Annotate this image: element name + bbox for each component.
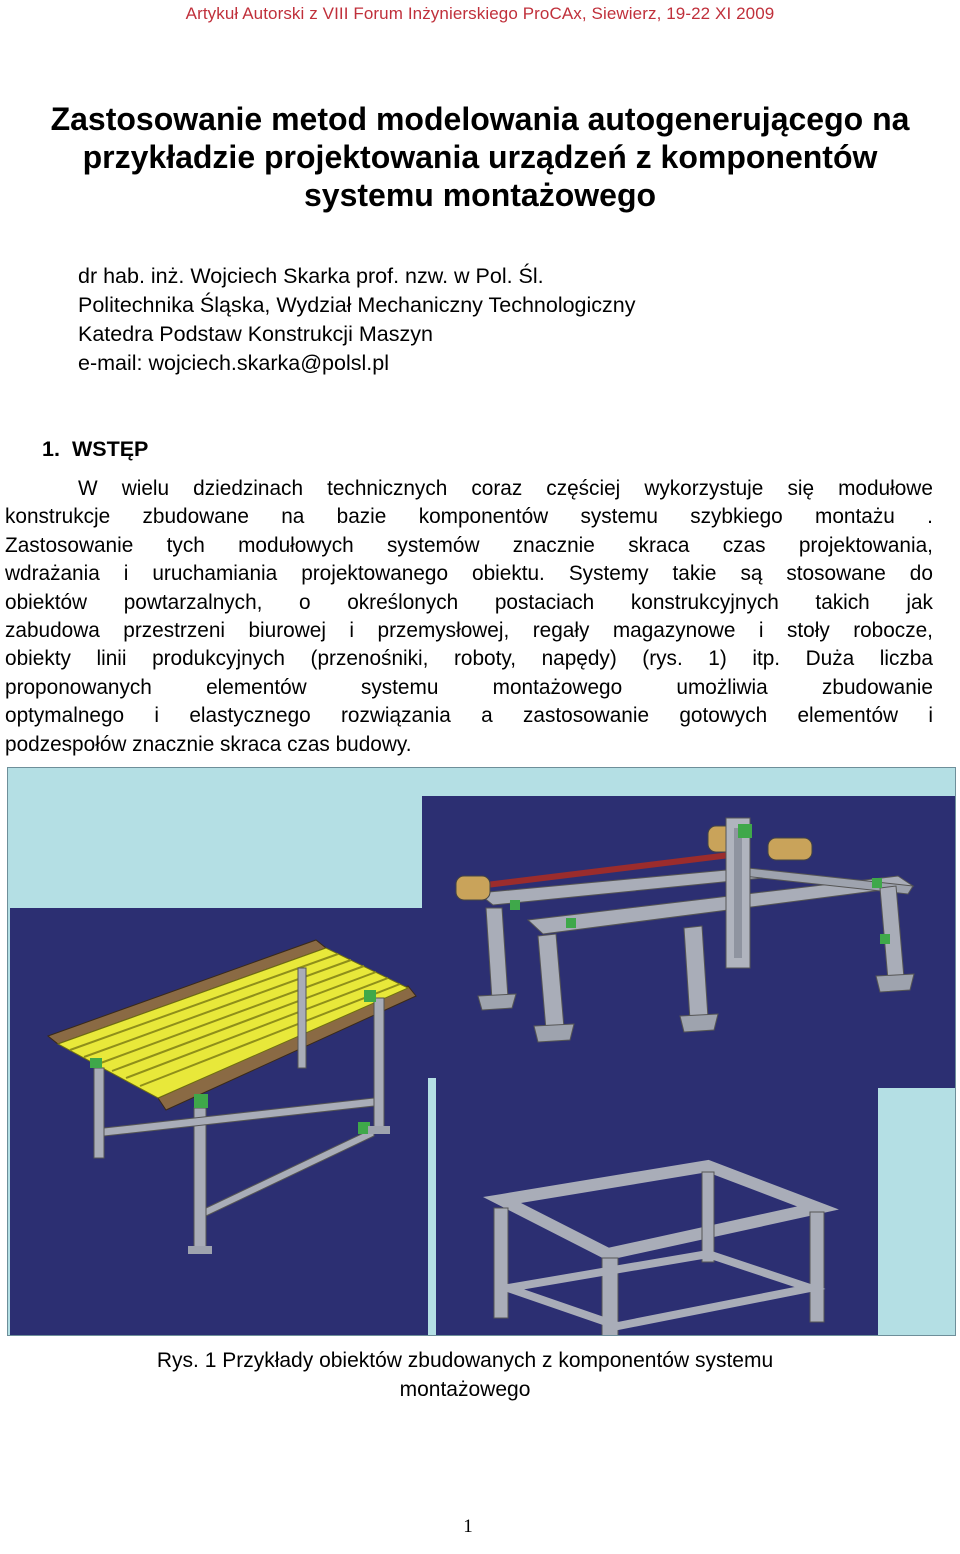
word: projektowania, (798, 533, 933, 557)
word: produkcyjnych (152, 647, 285, 671)
word: częściej (546, 477, 621, 500)
word: (rys. (642, 647, 683, 671)
word: postaciach (494, 590, 595, 614)
word: uruchamiania (152, 562, 278, 586)
paper-title (0, 100, 960, 214)
paragraph-line (5, 503, 933, 531)
word: Systemy (568, 562, 649, 586)
word: się (787, 477, 815, 500)
word: znacznie (512, 533, 595, 557)
word: powtarzalnych, (123, 590, 263, 614)
word: i (758, 619, 764, 643)
title-line: systemu montażowego (303, 177, 657, 213)
word: zastosowanie (523, 704, 650, 728)
paragraph-line (5, 645, 933, 673)
word: proponowanych (5, 675, 152, 699)
word: bazie (336, 505, 387, 529)
word: robocze, (853, 619, 933, 643)
word: czas (722, 533, 766, 557)
body-paragraph (5, 475, 933, 759)
word: elementów (206, 675, 307, 699)
word: podzespołów znacznie skraca czas budowy. (5, 732, 412, 756)
word: Zastosowanie (5, 533, 134, 557)
word: optymalnego (5, 704, 125, 728)
word: o (299, 590, 311, 614)
word: rozwiązania (341, 704, 451, 728)
author-block (78, 262, 636, 378)
word: roboty, (454, 647, 517, 671)
word: przemysłowej, (377, 619, 510, 643)
word: W (78, 477, 98, 500)
word: (przenośniki, (310, 647, 429, 671)
word: modułowe (838, 477, 933, 500)
figure-panel-bottom-right (878, 1088, 956, 1336)
word: zabudowa (5, 619, 100, 643)
word: biurowej (248, 619, 326, 643)
word: do (909, 562, 933, 586)
word: i (349, 619, 355, 643)
section-title: WSTĘP (71, 437, 149, 461)
word: a (481, 704, 493, 728)
word: wdrażania (5, 562, 100, 586)
page-number: 1 (463, 1516, 473, 1537)
word: wielu (121, 477, 170, 500)
caption-line-2: montażowego (399, 1377, 531, 1401)
word: regały (532, 619, 590, 643)
word: takie (672, 562, 717, 586)
word: Duża (805, 647, 855, 671)
paragraph-line (5, 617, 933, 645)
section-heading (42, 437, 148, 462)
word: tych (166, 533, 205, 557)
author-affiliation: Politechnika Śląska, Wydział Mechaniczny Technologiczny (78, 293, 636, 317)
word: systemów (387, 533, 480, 557)
word: technicznych (327, 477, 448, 500)
word: systemu (360, 675, 439, 699)
word: napędy) (541, 647, 617, 671)
paragraph-line (5, 731, 933, 759)
word: . (927, 505, 933, 529)
author-email: e-mail: wojciech.skarka@polsl.pl (78, 351, 389, 375)
word: zbudowane (142, 505, 249, 529)
word: obiektu. (472, 562, 545, 586)
word: umożliwia (676, 675, 768, 699)
word: stosowane (786, 562, 886, 586)
word: modułowych (238, 533, 354, 557)
word: magazynowe (612, 619, 736, 643)
figure-gap (428, 1078, 436, 1336)
word: dziedzinach (193, 477, 304, 500)
paragraph-line (5, 475, 933, 503)
figure-image (7, 767, 956, 1336)
running-header: Artykuł Autorski z VIII Forum Inżynierskiego ProCAx, Siewierz, 19-22 XI 2009 (185, 4, 775, 23)
word: obiektów (5, 590, 88, 614)
word: i (154, 704, 160, 728)
word: są (740, 562, 763, 586)
word: wykorzystuje (644, 477, 764, 500)
word: itp. (752, 647, 781, 671)
word: elastycznego (189, 704, 311, 728)
word: projektowanego (301, 562, 449, 586)
paragraph-line (5, 532, 933, 560)
word: montażu (815, 505, 895, 529)
word: gotowych (679, 704, 768, 728)
word: szybkiego (690, 505, 783, 529)
word: stoły (786, 619, 830, 643)
word: jak (906, 590, 933, 614)
word: montażowego (492, 675, 623, 699)
word: i (123, 562, 129, 586)
word: coraz (471, 477, 523, 500)
word: konstrukcje (5, 505, 111, 529)
section-number: 1. (42, 437, 60, 461)
caption-line-1: Rys. 1 Przykłady obiektów zbudowanych z komponentów systemu (156, 1349, 774, 1372)
word: obiekty (5, 647, 71, 671)
word: określonych (347, 590, 459, 614)
word: skraca (628, 533, 690, 557)
author-department: Katedra Podstaw Konstrukcji Maszyn (78, 322, 433, 346)
paragraph-line (5, 702, 933, 730)
figure-caption (0, 1347, 930, 1404)
title-line: Zastosowanie metod modelowania autogenerującego na (50, 101, 910, 137)
word: na (281, 505, 305, 529)
word: elementów (797, 704, 899, 728)
word: i (928, 704, 933, 728)
author-name: dr hab. inż. Wojciech Skarka prof. nzw. w Pol. Śl. (78, 264, 544, 288)
word: komponentów (418, 505, 549, 529)
paragraph-line (5, 560, 933, 588)
word: konstrukcyjnych (630, 590, 779, 614)
title-line: przykładzie projektowania urządzeń z komponentów (82, 139, 878, 175)
word: takich (815, 590, 870, 614)
word: 1) (708, 647, 727, 671)
word: linii (96, 647, 127, 671)
word: przestrzeni (123, 619, 226, 643)
word: zbudowanie (821, 675, 933, 699)
word: liczba (879, 647, 933, 671)
paragraph-line (5, 674, 933, 702)
word: systemu (580, 505, 658, 529)
paragraph-line (5, 589, 933, 617)
figure-illustration (8, 768, 956, 1336)
